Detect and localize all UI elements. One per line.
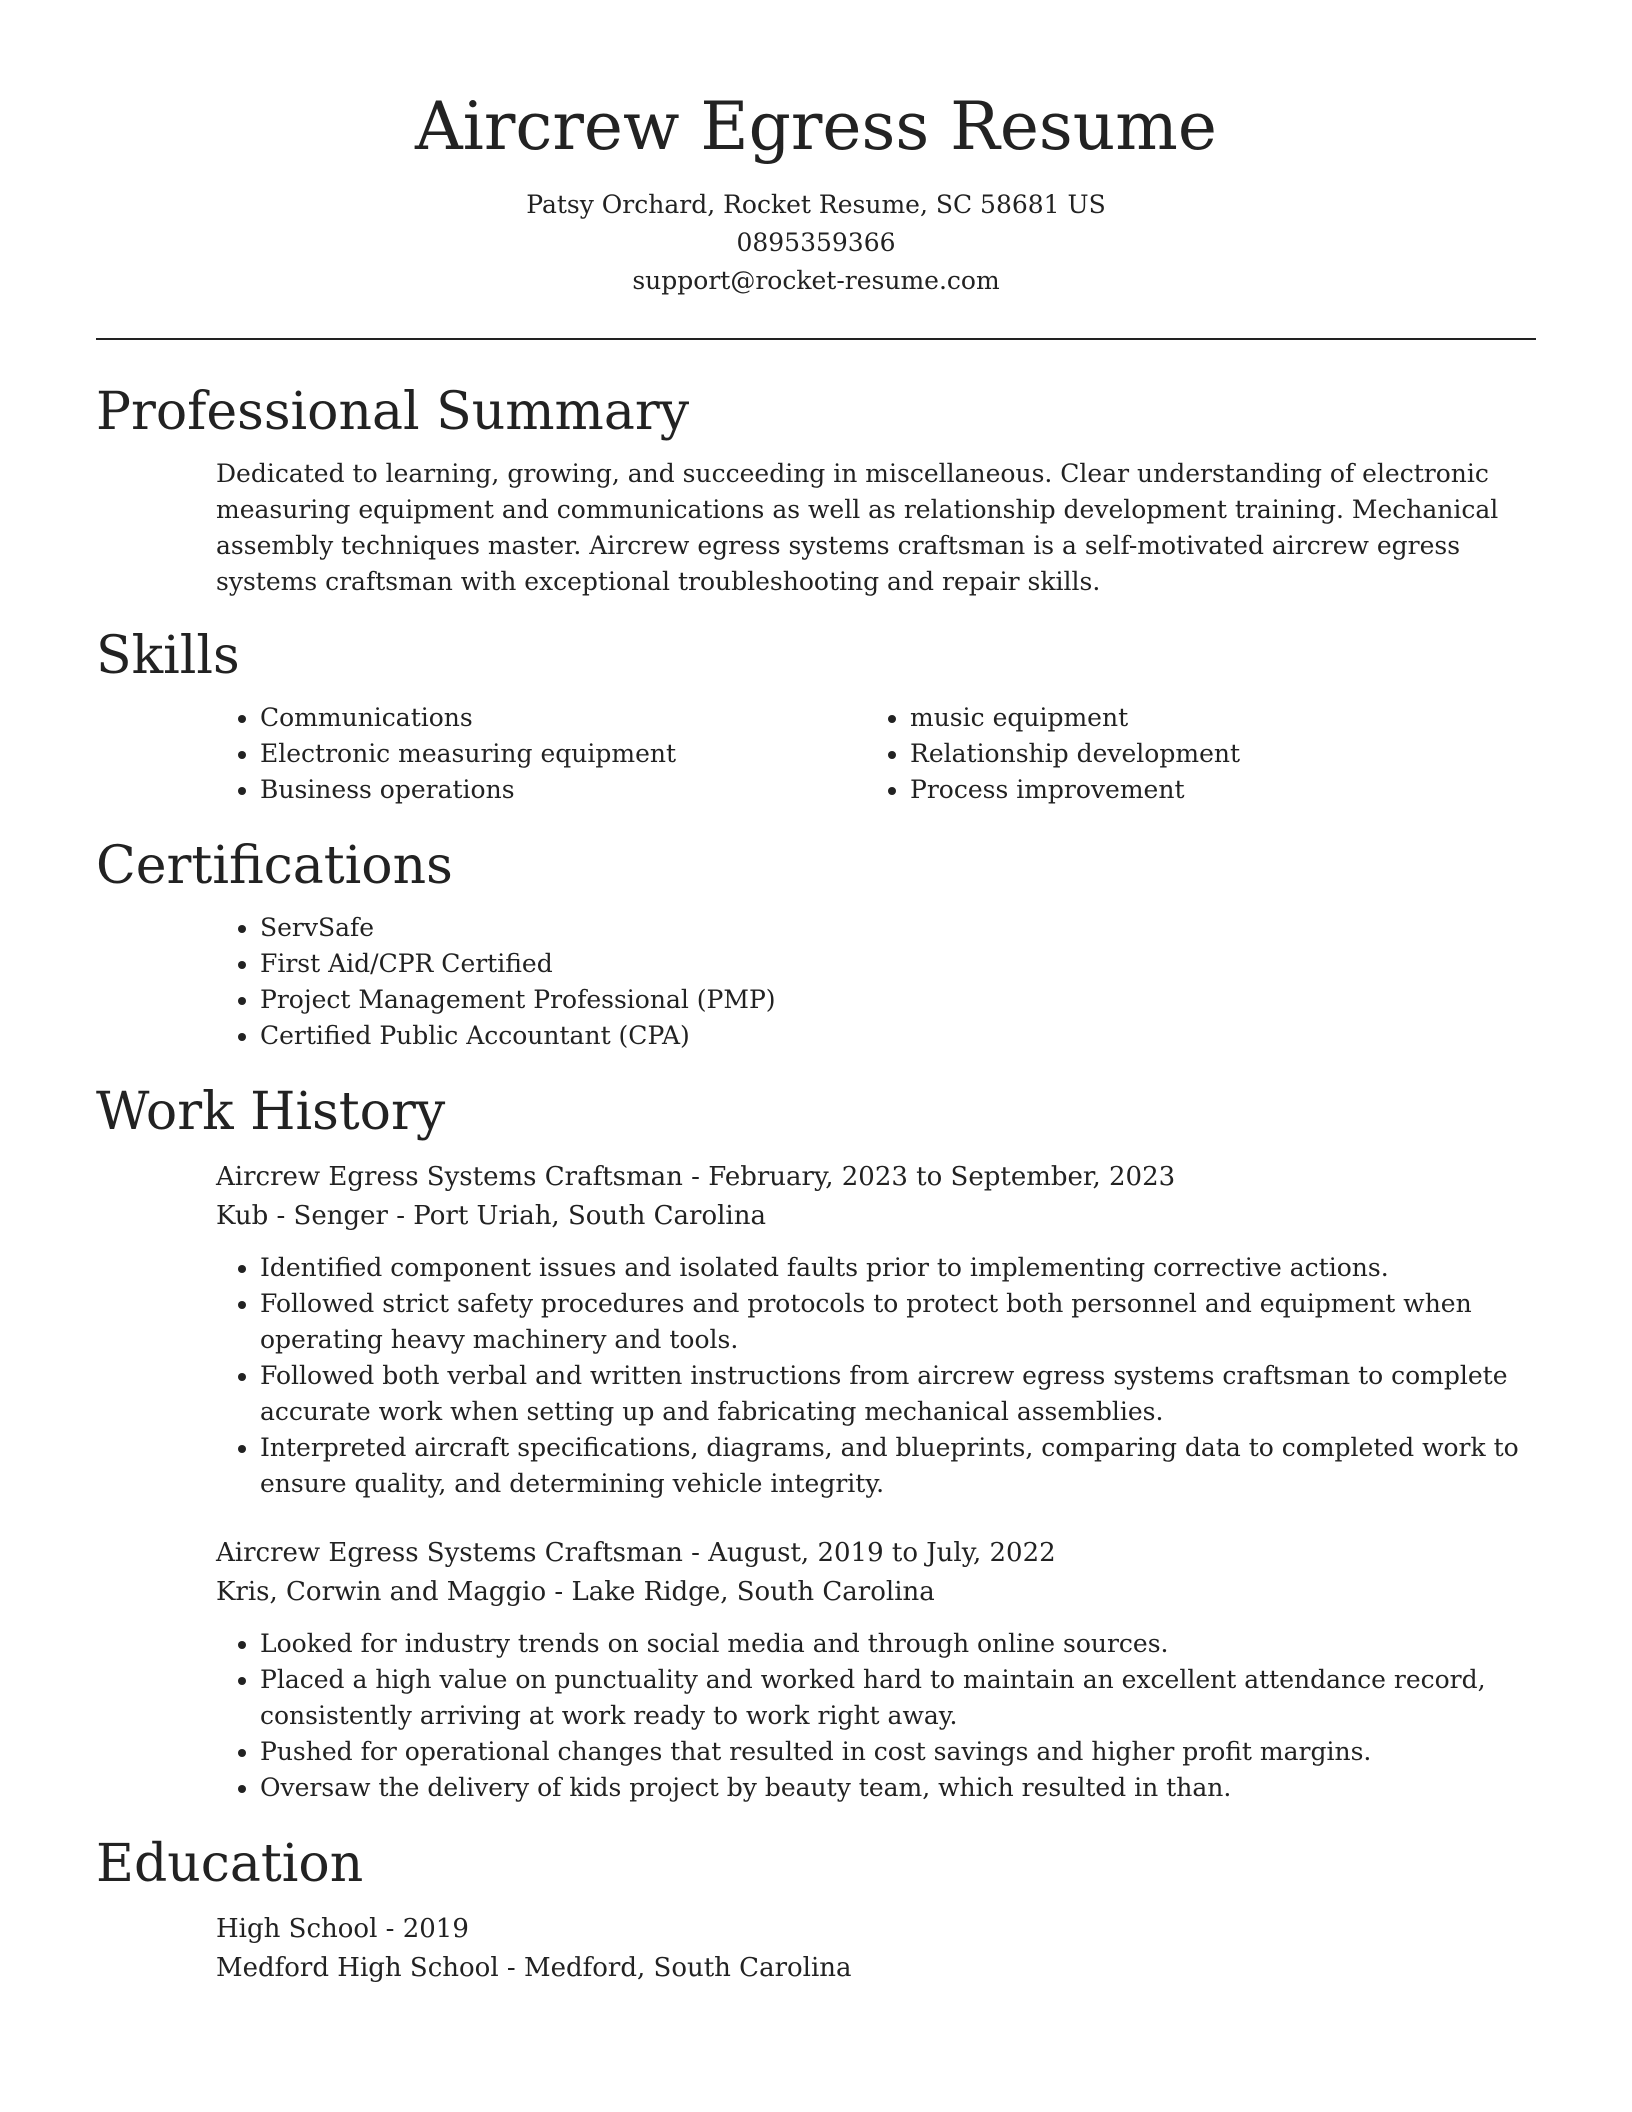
job-bullet: • Interpreted aircraft specifications, diagrams, and blueprints, comparing data to completed work to ensure quality, and determining vehicle integrity. [260,1430,1536,1502]
job-role: Aircrew Egress Systems Craftsman [216,1538,683,1568]
work-history-section [96,1080,1536,1806]
job-dates: August, 2019 to July, 2022 [708,1538,1056,1568]
skill-item: • music equipment [910,700,1516,736]
contact-address: Patsy Orchard, Rocket Resume, SC 58681 US [526,190,1106,219]
certification-item: • ServSafe [260,910,1536,946]
skills-section [96,624,1536,808]
education-degree-line: High School - 2019 [216,1914,469,1944]
job-bullet: • Looked for industry trends on social media and through online sources. [260,1626,1536,1662]
job-role: Aircrew Egress Systems Craftsman [216,1162,683,1192]
certification-item: • Certified Public Accountant (CPA) [260,1018,1536,1054]
contact-email: support@rocket-resume.com [632,266,1000,295]
job-company-line: Kub - Senger - Port Uriah, South Carolina [216,1201,766,1231]
contact-phone: 0895359366 [736,228,896,257]
certifications-heading: Certifications [96,836,453,896]
education-year: 2019 [402,1914,469,1944]
job-dates: February, 2023 to September, 2023 [708,1162,1176,1192]
education-location: Medford, South Carolina [523,1953,852,1983]
summary-text: Dedicated to learning, growing, and succeeding in miscellaneous. Clear understanding of electronic measuring equipment and communications as well as relationship development training. Mechanical assembly techniques master. Aircrew egress systems craftsman is a self-motivated aircrew egress systems craftsman with exceptional troubleshooting and repair skills. [216,459,1499,596]
skills-heading: Skills [96,626,240,686]
job-bullet: • Pushed for operational changes that resulted in cost savings and higher profit margins. [260,1734,1536,1770]
job-company: Kris, Corwin and Maggio [216,1577,547,1607]
job-location: Lake Ridge, South Carolina [571,1577,935,1607]
skill-item: • Relationship development [910,736,1516,772]
header-divider [96,338,1536,340]
skill-item: • Process improvement [910,772,1516,808]
work-history-heading: Work History [96,1082,446,1142]
skills-grid [216,700,1536,808]
education-school: Medford High School [216,1953,499,1983]
skill-item: • Communications [260,700,866,736]
summary-heading: Professional Summary [96,382,690,442]
summary-section [96,380,1536,600]
job-bullets [216,1626,1536,1806]
education-school-line: Medford High School - Medford, South Carolina [216,1953,852,1983]
certification-item: • First Aid/CPR Certified [260,946,1536,982]
education-section [96,1832,1536,1988]
resume-header [96,0,1536,300]
job-entry [216,1534,1536,1806]
job-bullet: • Followed strict safety procedures and protocols to protect both personnel and equipment when operating heavy machinery and tools. [260,1286,1536,1358]
skill-item: • Business operations [260,772,866,808]
job-company: Kub - Senger [216,1201,388,1231]
job-bullet: • Identified component issues and isolated faults prior to implementing corrective actions. [260,1250,1536,1286]
job-entry [216,1158,1536,1502]
certification-item: • Project Management Professional (PMP) [260,982,1536,1018]
job-title-line: Aircrew Egress Systems Craftsman - August, 2019 to July, 2022 [216,1538,1056,1568]
certifications-section [96,834,1536,1054]
job-location: Port Uriah, South Carolina [413,1201,766,1231]
skills-column-right [866,700,1516,808]
contact-info [96,186,1536,300]
education-degree: High School [216,1914,378,1944]
job-bullet: • Placed a high value on punctuality and worked hard to maintain an excellent attendance record, consistently arriving at work ready to work right away. [260,1662,1536,1734]
education-entry [216,1910,1536,1988]
certifications-list [216,910,1536,1054]
skills-column-left [216,700,866,808]
job-bullet: • Oversaw the delivery of kids project by beauty team, which resulted in than. [260,1770,1536,1806]
skill-item: • Electronic measuring equipment [260,736,866,772]
education-heading: Education [96,1834,364,1894]
job-bullet: • Followed both verbal and written instructions from aircrew egress systems craftsman to complete accurate work when setting up and fabricating mechanical assemblies. [260,1358,1536,1430]
job-company-line: Kris, Corwin and Maggio - Lake Ridge, South Carolina [216,1577,935,1607]
job-title-line: Aircrew Egress Systems Craftsman - February, 2023 to September, 2023 [216,1162,1176,1192]
resume-title: Aircrew Egress Resume [415,88,1217,165]
job-bullets [216,1250,1536,1502]
